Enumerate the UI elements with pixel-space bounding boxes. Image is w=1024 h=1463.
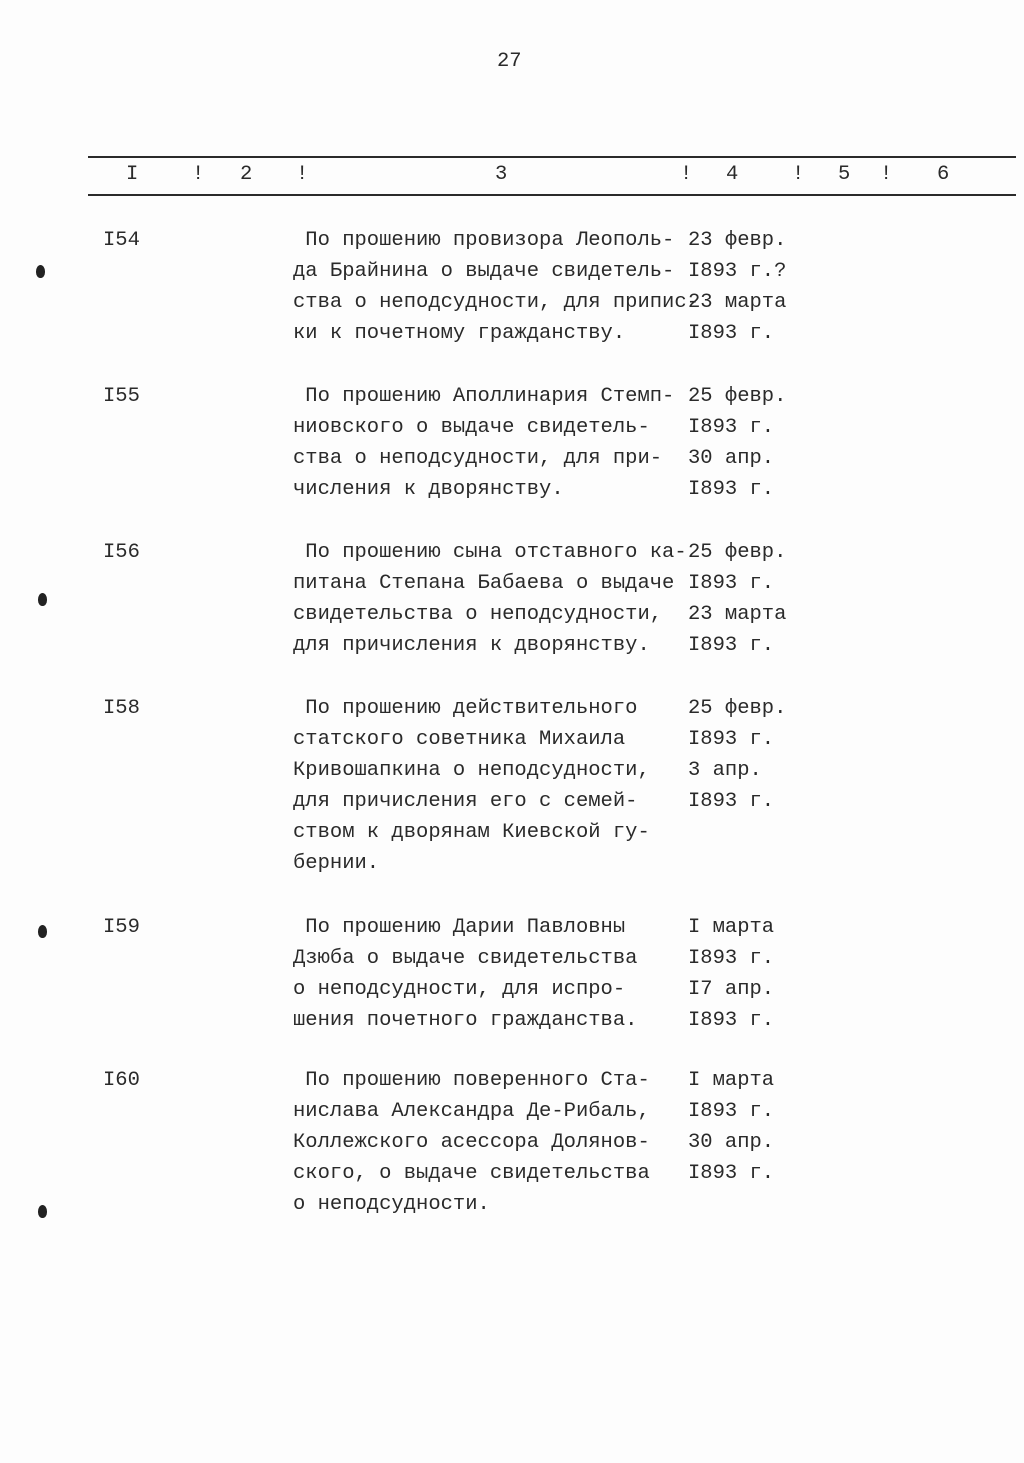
entry-description-line: для причисления к дворянству. — [293, 634, 650, 657]
entry-date: I893 г. — [688, 790, 775, 813]
entry-date: 25 февр. — [688, 541, 787, 564]
entry-date: 23 марта — [688, 603, 787, 626]
entry-date: 30 апр. — [688, 447, 775, 470]
column-header: 6 — [937, 163, 950, 186]
page-number: 27 — [497, 50, 522, 73]
entry-date: I7 апр. — [688, 978, 775, 1001]
header-top-rule — [88, 156, 1016, 158]
binding-hole-mark — [38, 593, 47, 606]
entry-date: I893 г. — [688, 322, 775, 345]
column-header: 3 — [495, 163, 508, 186]
column-separator: ! — [880, 163, 893, 186]
entry-number: I54 — [103, 229, 140, 252]
entry-description-line: бернии. — [293, 852, 380, 875]
entry-date: I893 г. — [688, 1162, 775, 1185]
entry-description-line: да Брайнина о выдаче свидетель- — [293, 260, 675, 283]
entry-description-line: питана Степана Бабаева о выдаче — [293, 572, 675, 595]
binding-hole-mark — [36, 265, 45, 278]
entry-description-line: статского советника Михаила — [293, 728, 626, 751]
entry-description-line: Коллежского асессора Долянов- — [293, 1131, 650, 1154]
entry-date: 23 марта — [688, 291, 787, 314]
binding-hole-mark — [38, 1205, 47, 1218]
entry-number: I58 — [103, 697, 140, 720]
entry-number: I59 — [103, 916, 140, 939]
column-header: 4 — [726, 163, 739, 186]
entry-date: I893 г. — [688, 1009, 775, 1032]
entry-date: I893 г. — [688, 634, 775, 657]
entry-description-line: По прошению действительного — [293, 697, 638, 720]
entry-description-line: ниовского о выдаче свидетель- — [293, 416, 650, 439]
entry-date: I893 г. — [688, 572, 775, 595]
entry-date: I893 г. — [688, 1100, 775, 1123]
entry-date: I марта — [688, 1069, 775, 1092]
entry-description-line: свидетельства о неподсудности, — [293, 603, 663, 626]
entry-description-line: ством к дворянам Киевской гу- — [293, 821, 650, 844]
entry-date: 23 февр. — [688, 229, 787, 252]
entry-description-line: Дзюба о выдаче свидетельства — [293, 947, 638, 970]
entry-date: 30 апр. — [688, 1131, 775, 1154]
entry-date: 3 апр. — [688, 759, 762, 782]
entry-description-line: для причисления его с семей- — [293, 790, 638, 813]
entry-date: 25 февр. — [688, 697, 787, 720]
entry-date: I марта — [688, 916, 775, 939]
entry-date: 25 февр. — [688, 385, 787, 408]
entry-description-line: о неподсудности. — [293, 1193, 490, 1216]
entry-description-line: о неподсудности, для испро- — [293, 978, 626, 1001]
entry-number: I56 — [103, 541, 140, 564]
entry-date: I893 г. — [688, 728, 775, 751]
entry-date: I893 г. — [688, 416, 775, 439]
entry-description-line: ского, о выдаче свидетельства — [293, 1162, 650, 1185]
binding-hole-mark — [38, 925, 47, 938]
entry-description-line: По прошению провизора Леополь- — [293, 229, 675, 252]
entry-description-line: нислава Александра Де-Рибаль, — [293, 1100, 650, 1123]
entry-description-line: ки к почетному гражданству. — [293, 322, 626, 345]
column-separator: ! — [680, 163, 693, 186]
entry-date: I893 г. — [688, 478, 775, 501]
column-separator: ! — [296, 163, 309, 186]
entry-number: I60 — [103, 1069, 140, 1092]
entry-description-line: ства о неподсудности, для припис- — [293, 291, 699, 314]
entry-number: I55 — [103, 385, 140, 408]
header-bottom-rule — [88, 194, 1016, 196]
entry-description-line: числения к дворянству. — [293, 478, 564, 501]
entry-description-line: По прошению Дарии Павловны — [293, 916, 626, 939]
entry-description-line: По прошению поверенного Ста- — [293, 1069, 650, 1092]
entry-description-line: Кривошапкина о неподсудности, — [293, 759, 650, 782]
column-header: I — [126, 163, 139, 186]
column-header: 5 — [838, 163, 851, 186]
entry-date: I893 г.? — [688, 260, 787, 283]
entry-description-line: По прошению Аполлинария Стемп- — [293, 385, 675, 408]
entry-description-line: ства о неподсудности, для при- — [293, 447, 663, 470]
column-header: 2 — [240, 163, 253, 186]
column-separator: ! — [192, 163, 205, 186]
entry-description-line: шения почетного гражданства. — [293, 1009, 638, 1032]
entry-description-line: По прошению сына отставного ка- — [293, 541, 687, 564]
column-separator: ! — [792, 163, 805, 186]
entry-date: I893 г. — [688, 947, 775, 970]
